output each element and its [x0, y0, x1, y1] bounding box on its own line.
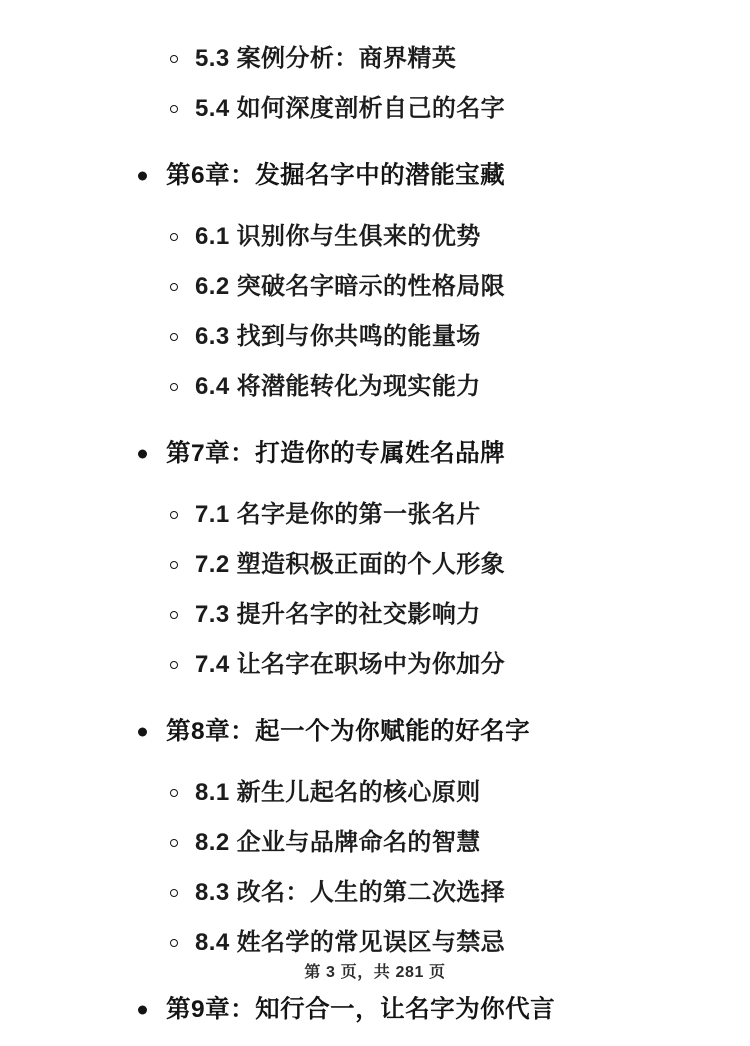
circle-outline-bullet-icon [170, 561, 178, 569]
toc-entry-label: 7.3 提升名字的社交影响力 [195, 601, 481, 628]
toc-entry-label: 8.3 改名：人生的第二次选择 [195, 879, 506, 906]
circle-outline-bullet-icon [170, 839, 178, 847]
circle-outline-bullet-icon [170, 333, 178, 341]
circle-filled-bullet-icon [138, 172, 147, 181]
circle-outline-bullet-icon [170, 661, 178, 669]
toc-section-8-3[interactable] [48, 881, 505, 905]
toc-entry-section[interactable] [48, 818, 702, 868]
toc-entry-label: 7.2 塑造积极正面的个人形象 [195, 551, 506, 578]
toc-entry-label: 第6章：发掘名字中的潜能宝藏 [166, 161, 506, 189]
page-footer: 第 3 页，共 281 页 [304, 964, 446, 981]
toc-section-7-2[interactable] [48, 553, 505, 577]
circle-outline-bullet-icon [170, 939, 178, 947]
toc-entry-label: 第7章：打造你的专属姓名品牌 [166, 439, 506, 467]
toc-entry-section[interactable] [48, 868, 702, 918]
toc-chapter-7[interactable] [48, 439, 506, 467]
toc-chapter-8[interactable] [48, 717, 531, 745]
toc-entry-label: 5.3 案例分析：商界精英 [195, 45, 457, 72]
circle-filled-bullet-icon [138, 1006, 147, 1015]
toc-entry-section[interactable] [48, 212, 702, 262]
toc-entry-label: 第9章：知行合一，让名字为你代言 [166, 995, 556, 1023]
toc-entry-chapter[interactable] [48, 418, 702, 490]
toc-entry-section[interactable] [48, 640, 702, 690]
toc-section-5-3[interactable] [48, 47, 456, 71]
toc-entry-chapter[interactable] [48, 974, 702, 1046]
toc-section-8-1[interactable] [48, 781, 481, 805]
circle-outline-bullet-icon [170, 233, 178, 241]
circle-outline-bullet-icon [170, 383, 178, 391]
circle-outline-bullet-icon [170, 511, 178, 519]
toc-section-6-3[interactable] [48, 325, 481, 349]
toc-section-7-4[interactable] [48, 653, 505, 677]
toc-entry-label: 5.4 如何深度剖析自己的名字 [195, 95, 506, 122]
toc-entry-section[interactable] [48, 540, 702, 590]
circle-outline-bullet-icon [170, 105, 178, 113]
toc-entry-label: 8.1 新生儿起名的核心原则 [195, 779, 481, 806]
table-of-contents [48, 34, 702, 1046]
toc-section-8-2[interactable] [48, 831, 481, 855]
toc-chapter-6[interactable] [48, 161, 506, 189]
circle-filled-bullet-icon [138, 728, 147, 737]
toc-entry-section[interactable] [48, 590, 702, 640]
toc-entry-label: 8.4 姓名学的常见误区与禁忌 [195, 929, 506, 956]
toc-entry-label: 6.2 突破名字暗示的性格局限 [195, 273, 506, 300]
circle-outline-bullet-icon [170, 55, 178, 63]
circle-outline-bullet-icon [170, 889, 178, 897]
toc-entry-label: 6.4 将潜能转化为现实能力 [195, 373, 481, 400]
toc-section-7-1[interactable] [48, 503, 481, 527]
toc-entry-label: 7.4 让名字在职场中为你加分 [195, 651, 506, 678]
toc-entry-chapter[interactable] [48, 140, 702, 212]
toc-entry-section[interactable] [48, 84, 702, 134]
toc-entry-section[interactable] [48, 768, 702, 818]
toc-section-7-3[interactable] [48, 603, 481, 627]
toc-entry-label: 6.1 识别你与生俱来的优势 [195, 223, 481, 250]
toc-chapter-9[interactable] [48, 995, 556, 1023]
toc-entry-section[interactable] [48, 490, 702, 540]
toc-entry-label: 6.3 找到与你共鸣的能量场 [195, 323, 481, 350]
toc-section-5-4[interactable] [48, 97, 505, 121]
toc-section-6-2[interactable] [48, 275, 505, 299]
toc-entry-section[interactable] [48, 34, 702, 84]
circle-filled-bullet-icon [138, 450, 147, 459]
toc-section-6-1[interactable] [48, 225, 481, 249]
circle-outline-bullet-icon [170, 611, 178, 619]
toc-section-8-4[interactable] [48, 931, 505, 955]
circle-outline-bullet-icon [170, 283, 178, 291]
toc-entry-section[interactable] [48, 312, 702, 362]
toc-entry-section[interactable] [48, 362, 702, 412]
toc-entry-section[interactable] [48, 262, 702, 312]
circle-outline-bullet-icon [170, 789, 178, 797]
toc-entry-chapter[interactable] [48, 696, 702, 768]
toc-entry-label: 8.2 企业与品牌命名的智慧 [195, 829, 481, 856]
toc-entry-label: 7.1 名字是你的第一张名片 [195, 501, 481, 528]
toc-section-6-4[interactable] [48, 375, 481, 399]
toc-entry-label: 第8章：起一个为你赋能的好名字 [166, 717, 531, 745]
